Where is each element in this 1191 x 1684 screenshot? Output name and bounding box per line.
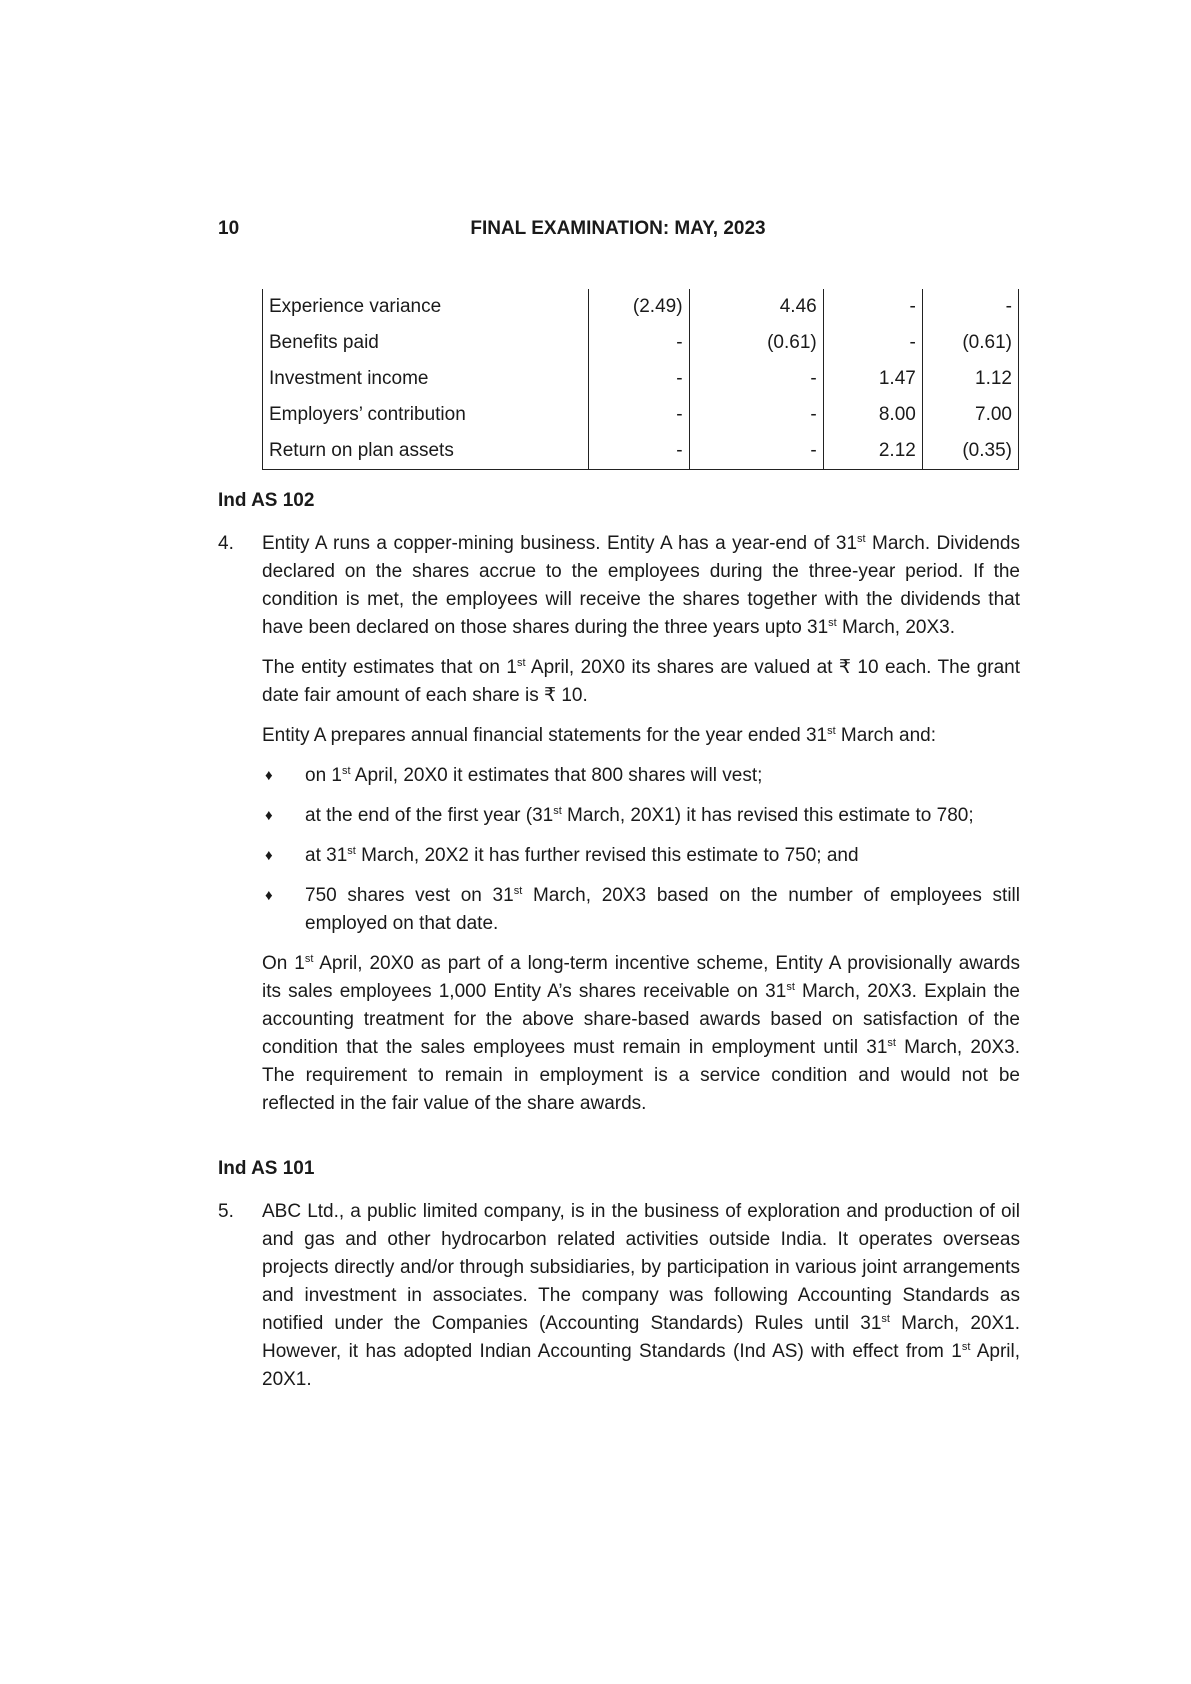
table-cell: - xyxy=(823,325,922,361)
diamond-bullet-icon: ♦ xyxy=(265,807,273,824)
table-row xyxy=(263,325,1019,361)
table-cell: - xyxy=(589,361,689,397)
table-cell: 8.00 xyxy=(823,397,922,433)
question-5 xyxy=(218,1198,1020,1406)
table-cell: - xyxy=(589,397,689,433)
table-cell: 1.47 xyxy=(823,361,922,397)
plan-assets-table xyxy=(262,289,1019,470)
exam-title: FINAL EXAMINATION: MAY, 2023 xyxy=(470,218,766,239)
question-4 xyxy=(218,530,1020,1130)
table-cell: (2.49) xyxy=(589,289,689,325)
estimate-list xyxy=(262,762,1020,938)
table-row xyxy=(263,289,1019,325)
table-cell: - xyxy=(689,397,823,433)
table-cell: 2.12 xyxy=(823,433,922,470)
table-row xyxy=(263,361,1019,397)
page-number: 10 xyxy=(218,218,240,239)
table-cell: - xyxy=(589,325,689,361)
list-item: ♦ on 1st April, 20X0 it estimates that 800 shares will vest; xyxy=(262,762,1020,790)
row-label: Return on plan assets xyxy=(263,433,589,470)
question-paragraph: On 1st April, 20X0 as part of a long-term incentive scheme, Entity A provisionally awards its sales employees 1,000 Entity A’s shares receivable on 31st March, 20X3. Explain the accounting treatment for the above share-based awards based on satisfaction of the condition that the sales employees must remain in employment until 31st March, 20X3. The requirement to remain in employment is a service condition and would not be reflected in the fair value of the share awards. xyxy=(262,953,1021,1114)
page-header xyxy=(218,218,1018,246)
table-cell: - xyxy=(589,433,689,470)
table-cell: - xyxy=(823,289,922,325)
question-number: 5. xyxy=(218,1201,234,1222)
question-paragraph: Entity A runs a copper-mining business. Entity A has a year-end of 31st March. Dividends declared on the shares accrue to the employees during the three-year period. If the condition is met, the employees will receive the shares together with the dividends that have been declared on those shares during the three years upto 31st March, 20X3. xyxy=(262,533,1020,638)
diamond-bullet-icon: ♦ xyxy=(265,767,273,784)
list-item: ♦ 750 shares vest on 31st March, 20X3 based on the number of employees still employed on that date. xyxy=(262,882,1020,938)
table-cell: - xyxy=(689,361,823,397)
table-row xyxy=(263,433,1019,470)
table-cell: (0.35) xyxy=(922,433,1018,470)
section-heading-ind-as-102: Ind AS 102 xyxy=(218,490,315,511)
table-row xyxy=(263,397,1019,433)
table-cell: (0.61) xyxy=(922,325,1018,361)
table-cell: - xyxy=(689,433,823,470)
diamond-bullet-icon: ♦ xyxy=(265,847,273,864)
row-label: Investment income xyxy=(263,361,589,397)
table-cell: - xyxy=(922,289,1018,325)
question-paragraph: Entity A prepares annual financial statements for the year ended 31st March and: xyxy=(262,725,936,746)
diamond-bullet-icon: ♦ xyxy=(265,887,273,904)
list-item: ♦ at 31st March, 20X2 it has further revised this estimate to 750; and xyxy=(262,842,1020,870)
row-label: Experience variance xyxy=(263,289,589,325)
section-heading-ind-as-101: Ind AS 101 xyxy=(218,1158,315,1179)
table-cell: 1.12 xyxy=(922,361,1018,397)
table-cell: (0.61) xyxy=(689,325,823,361)
table-cell: 4.46 xyxy=(689,289,823,325)
question-paragraph: ABC Ltd., a public limited company, is in the business of exploration and production of oil and gas and other hydrocarbon related activities outside India. It operates overseas projects directly and/or through subsidiaries, by participation in various joint arrangements and investment in associates. The company was following Accounting Standards as notified under the Companies (Accounting Standards) Rules until 31st March, 20X1. However, it has adopted Indian Accounting Standards (Ind AS) with effect from 1st April, 20X1. xyxy=(262,1201,1021,1390)
row-label: Employers’ contribution xyxy=(263,397,589,433)
list-item: ♦ at the end of the first year (31st March, 20X1) it has revised this estimate to 780; xyxy=(262,802,1020,830)
question-paragraph: The entity estimates that on 1st April, 20X0 its shares are valued at ₹ 10 each. The grant date fair amount of each share is ₹ 10. xyxy=(262,657,1020,706)
table-cell: 7.00 xyxy=(922,397,1018,433)
row-label: Benefits paid xyxy=(263,325,589,361)
question-number: 4. xyxy=(218,533,234,554)
